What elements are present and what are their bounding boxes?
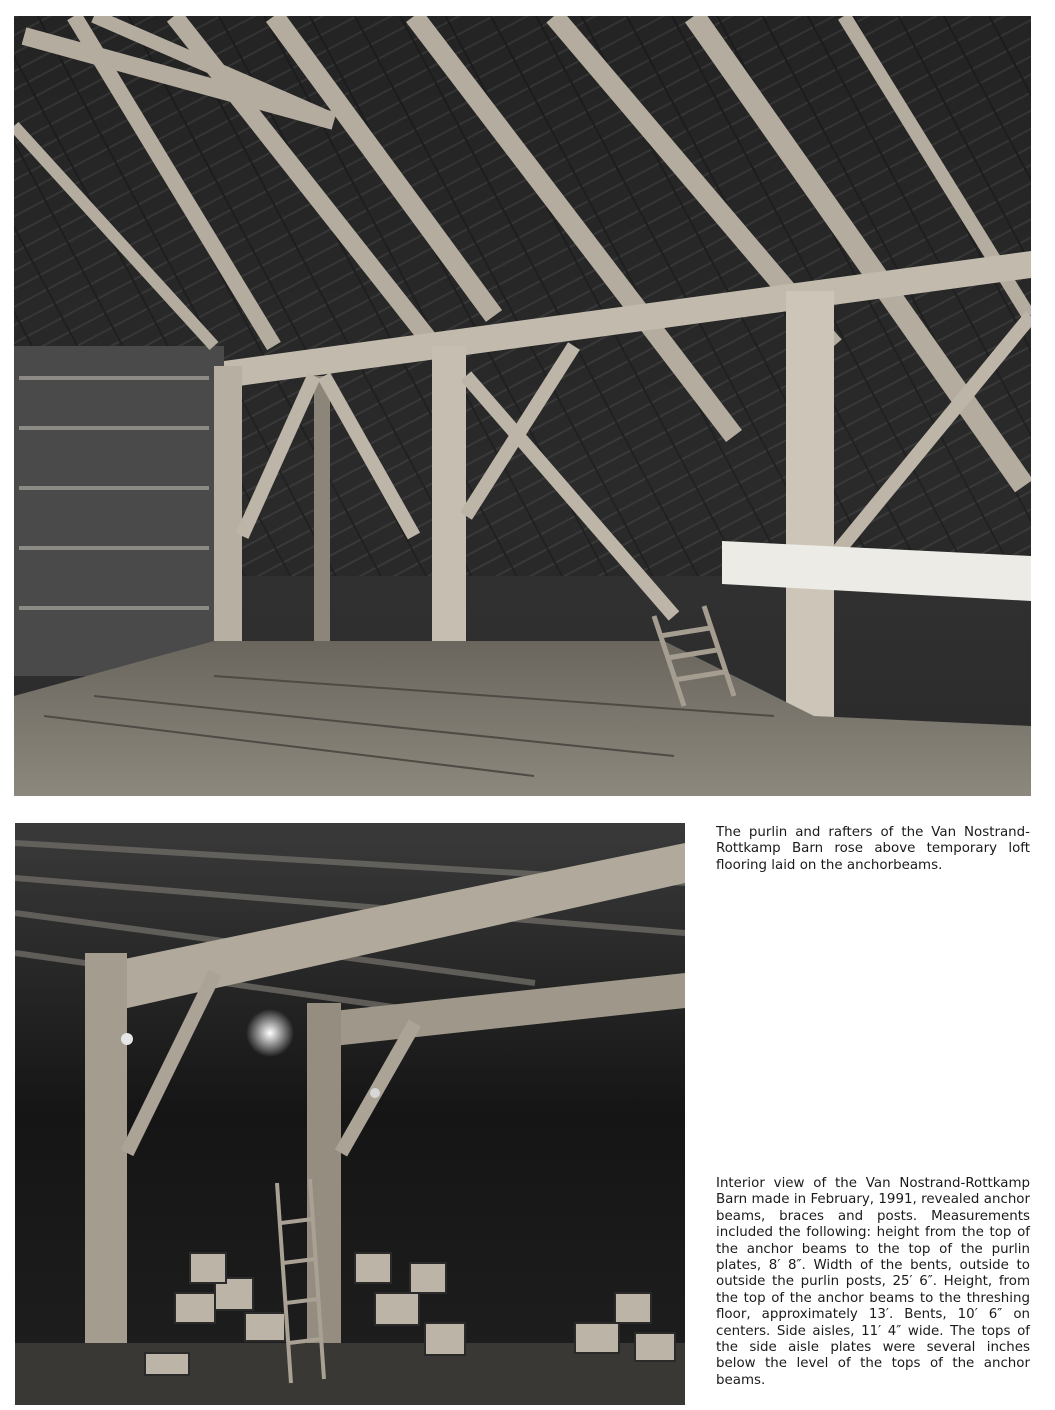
- bottom-photo-caption: Interior view of the Van Nostrand-Rottkamp Barn made in February, 1991, revealed anchor beams, braces and posts. Measurements included the following: height from the top of the anchor beams to the top of the purlin plates, 8′ 8″. Width of the bents, outside to outside the purlin posts, 25′ 6″. Height, from the top of the anchor beams to the threshing floor, approximately 13′. Bents, 10′ 6″ on centers. Side aisles, 11′ 4″ wide. The tops of the side aisle plates were several inches below the level of the tops of the anchor beams.: [716, 1176, 1030, 1388]
- barn-interior-photo: [15, 823, 685, 1405]
- barn-loft-photo: [14, 16, 1031, 796]
- barn-loft-photo-art: [14, 16, 1031, 796]
- top-photo-caption: The purlin and rafters of the Van Nostrand-Rottkamp Barn rose above temporary loft flooring laid on the anchorbeams.: [716, 825, 1030, 873]
- barn-interior-photo-art: [15, 823, 685, 1405]
